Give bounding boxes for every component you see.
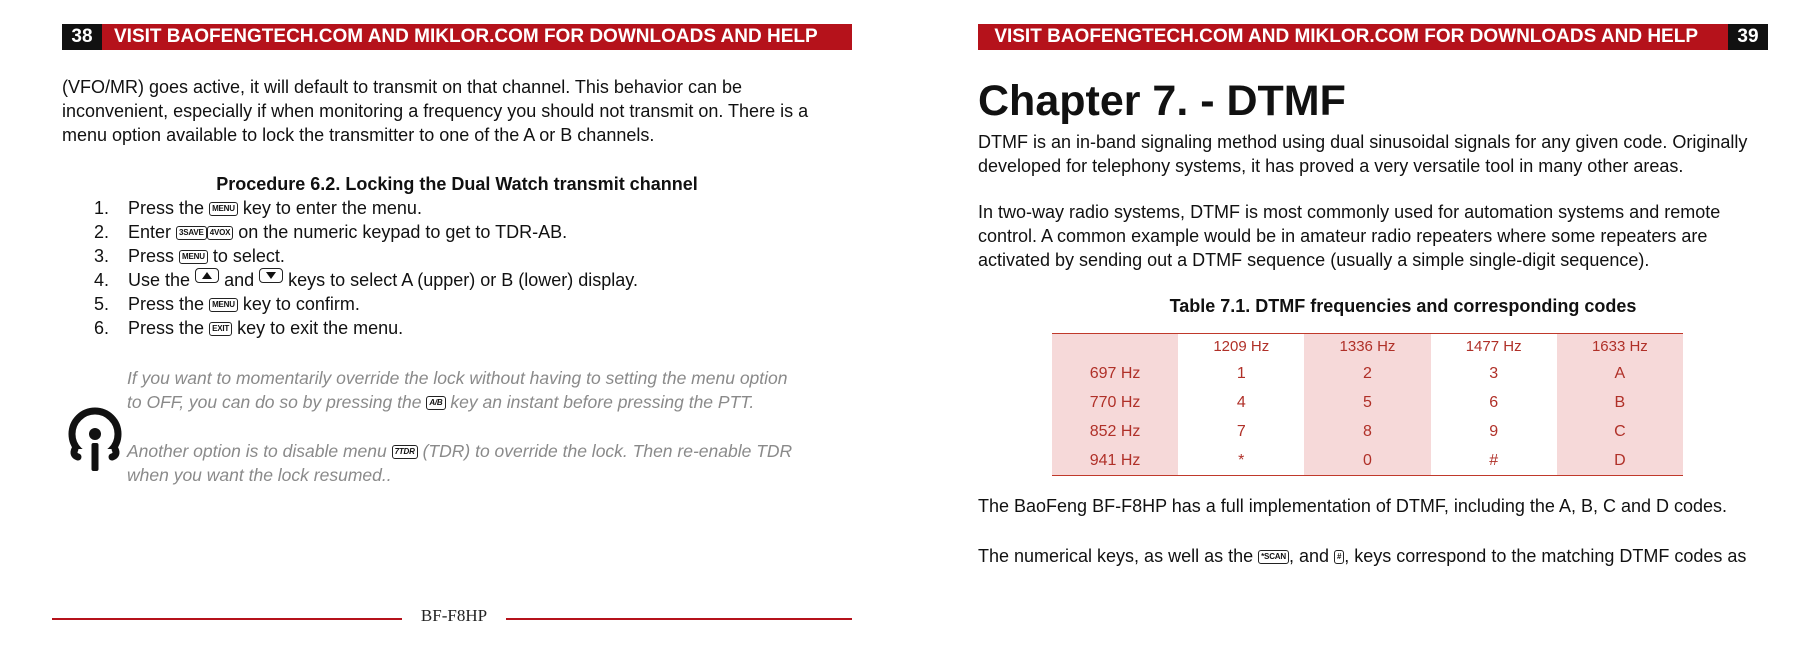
step-text: Press the	[128, 318, 205, 338]
table-cell: 8	[1304, 417, 1430, 446]
step-text: keys to select A (upper) or B (lower) display.	[288, 270, 638, 290]
table-cell: 941 Hz	[1052, 446, 1178, 476]
table-row	[1052, 359, 1683, 388]
table-cell: C	[1557, 417, 1683, 446]
table-cell: 6	[1489, 393, 1499, 411]
step-item	[94, 268, 638, 292]
para-line: control. A common example would be in amateur radio repeaters where some repeaters are	[978, 226, 1708, 246]
step-item	[94, 316, 638, 340]
table-cell: 0	[1304, 446, 1430, 476]
step-text: key to exit the menu.	[237, 318, 404, 338]
table-cell: 1	[1236, 364, 1246, 382]
table-header-cell: 1477 Hz	[1465, 338, 1522, 355]
table-cell: 4	[1236, 393, 1246, 411]
para-line: In two-way radio systems, DTMF is most commonly used for automation systems and remote	[978, 202, 1721, 222]
hash-key-icon: #	[1334, 550, 1344, 564]
key-3-save-icon: 3SAVE	[176, 226, 207, 240]
star-scan-key-icon: *SCAN	[1258, 550, 1289, 564]
right-header-bar	[978, 24, 1768, 50]
para-text: , keys correspond to the matching DTMF codes as	[1344, 546, 1747, 566]
menu-key-icon: MENU	[209, 298, 238, 312]
table-cell: 5	[1304, 388, 1430, 417]
table-cell: 697 Hz	[1052, 359, 1178, 388]
table-caption: Table 7.1. DTMF frequencies and corresponding codes	[1169, 296, 1637, 316]
footer-model: BF-F8HP	[420, 606, 488, 625]
table-cell: *	[1238, 451, 1245, 469]
table-cell: B	[1557, 388, 1683, 417]
table-header-cell: 1336 Hz	[1304, 334, 1430, 360]
step-text: Enter	[128, 222, 172, 242]
menu-key-icon: MENU	[179, 250, 208, 264]
dtmf-usage-paragraph	[978, 200, 1808, 272]
left-header-text: VISIT BAOFENGTECH.COM AND MIKLOR.COM FOR DOWNLOADS AND HELP	[114, 26, 818, 47]
key-7-tdr-icon: 7TDR	[392, 445, 418, 459]
step-text: on the numeric keypad to get to TDR-AB.	[238, 222, 568, 242]
step-text: Press the	[128, 294, 205, 314]
up-arrow-key-icon	[195, 268, 219, 283]
step-text: Press the	[128, 198, 205, 218]
table-row	[1052, 417, 1683, 446]
procedure-title: Procedure 6.2. Locking the Dual Watch transmit channel	[216, 174, 698, 194]
step-number: 2.	[94, 222, 110, 242]
step-number: 3.	[94, 246, 110, 266]
right-page	[907, 0, 1814, 646]
table-cell: 770 Hz	[1052, 388, 1178, 417]
left-page-number: 38	[62, 24, 102, 50]
intro-line: menu option available to lock the transmitter to one of the A or B channels.	[62, 125, 655, 145]
key-4-vox-icon: 4VOX	[207, 226, 234, 240]
right-header-text: VISIT BAOFENGTECH.COM AND MIKLOR.COM FOR DOWNLOADS AND HELP	[994, 26, 1698, 47]
dtmf-intro-paragraph	[978, 130, 1808, 178]
dtmf-table	[1052, 333, 1683, 476]
step-text: key to confirm.	[242, 294, 360, 314]
step-item	[94, 196, 638, 220]
step-item	[94, 292, 638, 316]
menu-key-icon: MENU	[209, 202, 238, 216]
step-text: to select.	[212, 246, 285, 266]
table-header-cell: 1633 Hz	[1557, 334, 1683, 360]
keys-paragraph	[978, 544, 1808, 568]
table-cell: A	[1557, 359, 1683, 388]
note-override	[127, 366, 847, 414]
table-row	[1052, 446, 1683, 476]
note-line: If you want to momentarily override the lock without having to setting the menu option	[127, 368, 788, 388]
table-cell: 2	[1304, 359, 1430, 388]
exit-key-icon: EXIT	[209, 322, 232, 336]
procedure-steps	[94, 196, 638, 340]
chapter-title: Chapter 7. - DTMF	[978, 77, 1346, 125]
down-arrow-key-icon	[259, 268, 283, 283]
step-text: Use the	[128, 270, 191, 290]
footer-rule-right	[506, 618, 852, 620]
para-line: activated by sending out a DTMF sequence (usually a simple single-digit sequence).	[978, 250, 1650, 270]
note-line: (TDR) to override the lock. Then re-enable TDR	[422, 441, 793, 461]
para-line: developed for telephony systems, it has proved a very versatile tool in many other areas.	[978, 156, 1684, 176]
table-header-row	[1052, 334, 1683, 360]
table-cell: #	[1489, 451, 1499, 469]
step-text: key to enter the menu.	[242, 198, 422, 218]
table-cell: 3	[1489, 364, 1499, 382]
step-text: and	[224, 270, 255, 290]
left-header-bar	[62, 24, 852, 50]
para-text: , and	[1288, 546, 1329, 566]
right-page-number: 39	[1728, 24, 1768, 50]
note-line: to OFF, you can do so by pressing the	[127, 392, 422, 412]
step-item	[94, 220, 638, 244]
table-header-cell	[1052, 334, 1178, 360]
step-number: 4.	[94, 270, 110, 290]
note-line: Another option is to disable menu	[127, 441, 387, 461]
table-cell: D	[1557, 446, 1683, 476]
table-cell: 7	[1236, 422, 1246, 440]
step-item	[94, 244, 638, 268]
table-cell: 852 Hz	[1052, 417, 1178, 446]
ab-key-icon: A/B	[426, 396, 445, 410]
intro-line: (VFO/MR) goes active, it will default to transmit on that channel. This behavior can be	[62, 77, 742, 97]
footer-rule-left	[52, 618, 402, 620]
intro-paragraph	[62, 75, 862, 147]
step-number: 6.	[94, 318, 110, 338]
table-cell: 9	[1489, 422, 1499, 440]
intro-line: inconvenient, especially if when monitoring a frequency you should not transmit on. There is a	[62, 101, 809, 121]
step-text: Press	[128, 246, 175, 266]
para-line: DTMF is an in-band signaling method using dual sinusoidal signals for any given code. Originally	[978, 132, 1748, 152]
table-header-cell: 1209 Hz	[1213, 338, 1270, 355]
step-number: 5.	[94, 294, 110, 314]
implementation-paragraph: The BaoFeng BF-F8HP has a full implementation of DTMF, including the A, B, C and D codes.	[978, 496, 1728, 516]
table-row	[1052, 388, 1683, 417]
para-text: The numerical keys, as well as the	[978, 546, 1254, 566]
note-line: key an instant before pressing the PTT.	[450, 392, 755, 412]
note-disable-tdr	[127, 439, 847, 487]
info-icon	[66, 405, 124, 473]
note-line: when you want the lock resumed..	[127, 465, 392, 485]
step-number: 1.	[94, 198, 110, 218]
